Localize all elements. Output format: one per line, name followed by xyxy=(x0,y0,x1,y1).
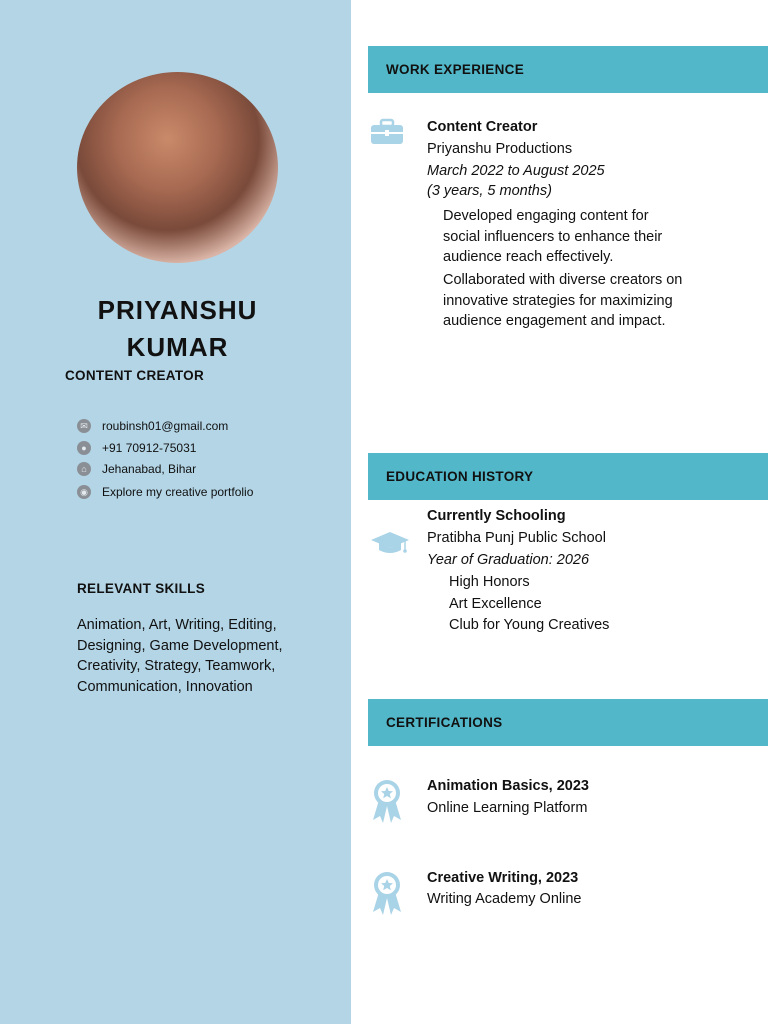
education-title: EDUCATION HISTORY xyxy=(386,469,534,484)
work-company: Priyanshu Productions xyxy=(427,141,573,157)
work-dates: March 2022 to August 2025 xyxy=(427,163,605,179)
cert-1-issuer: Online Learning Platform xyxy=(427,800,588,816)
skills-list: Animation, Art, Writing, Editing, Designing, Game Development, Creativity, Strategy, Teamwork, Communication, Innovation xyxy=(77,617,283,695)
contact-email-text: roubinsh01@gmail.com xyxy=(102,419,229,433)
profile-photo xyxy=(77,72,278,263)
work-duration: (3 years, 5 months) xyxy=(427,183,552,199)
graduation-cap-icon xyxy=(370,530,410,556)
work-job-title: Content Creator xyxy=(427,119,538,135)
email-icon: ✉ xyxy=(77,419,91,433)
eye-icon: ◉ xyxy=(77,485,91,499)
award-ribbon-icon xyxy=(370,778,404,824)
contact-phone[interactable] xyxy=(77,441,196,455)
work-bullet-1: Developed engaging content for social influencers to enhance their audience reach effectively. xyxy=(443,208,663,265)
briefcase-icon xyxy=(370,118,404,146)
contact-portfolio[interactable] xyxy=(77,485,253,499)
contact-phone-text: +91 70912-75031 xyxy=(102,441,197,455)
certifications-header xyxy=(368,699,768,746)
cert-1-name: Animation Basics, 2023 xyxy=(427,778,589,794)
work-title: WORK EXPERIENCE xyxy=(386,62,525,77)
skills-title: RELEVANT SKILLS xyxy=(77,581,206,596)
education-honor-1: High Honors xyxy=(449,574,530,590)
contact-email[interactable] xyxy=(77,419,228,433)
education-graduation: Year of Graduation: 2026 xyxy=(427,552,590,568)
contact-portfolio-text: Explore my creative portfolio xyxy=(102,485,254,499)
certifications-title: CERTIFICATIONS xyxy=(386,715,503,730)
cert-2-issuer: Writing Academy Online xyxy=(427,891,582,907)
education-honor-3: Club for Young Creatives xyxy=(449,617,610,633)
contact-location-text: Jehanabad, Bihar xyxy=(102,462,197,476)
contact-location xyxy=(77,462,196,476)
profile-name: PRIYANSHU KUMAR xyxy=(97,295,258,362)
work-bullet-2: Collaborated with diverse creators on innovative strategies for maximizing audience engagement and impact. xyxy=(443,272,683,329)
education-header xyxy=(368,453,768,500)
person-icon: ● xyxy=(77,441,91,455)
education-honor-2: Art Excellence xyxy=(449,596,542,612)
work-header xyxy=(368,46,768,93)
cert-2-name: Creative Writing, 2023 xyxy=(427,870,579,886)
education-school: Pratibha Punj Public School xyxy=(427,530,606,546)
education-status: Currently Schooling xyxy=(427,508,566,524)
award-ribbon-icon xyxy=(370,870,404,916)
profile-role: CONTENT CREATOR xyxy=(65,368,204,383)
home-icon: ⌂ xyxy=(77,462,91,476)
